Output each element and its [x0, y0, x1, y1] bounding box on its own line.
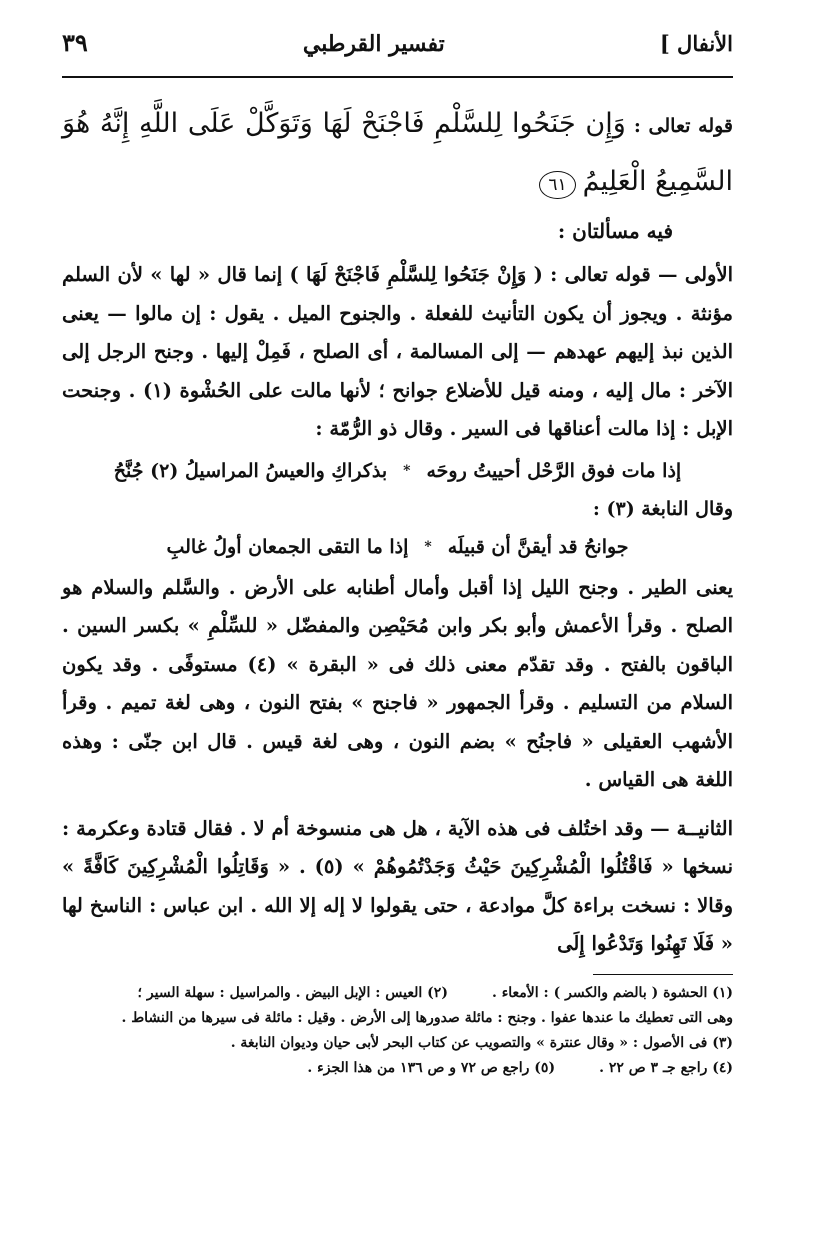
footnote-2-continued: وهى التى تعطيك ما عندها عفوا . وجنح : مائلة صدورها إلى الأرض . وقيل : مائلة فى سيرها من النشاط . [121, 1009, 733, 1026]
verse-lead: قوله تعالى : [633, 115, 734, 137]
poem-2-hemistich-2: إذا ما التقى الجمعان أولُ غالبِ [166, 535, 409, 558]
paragraph-gap [62, 800, 733, 810]
book-title: تفسير القرطبي [302, 31, 445, 57]
poem-1-separator: * [403, 462, 411, 479]
poet-attribution: وقال النابغة (٣) : [592, 497, 733, 520]
poem-1-hemistich-1: إذا مات فوق الرَّحْل أحييتُ روحَه [426, 459, 682, 482]
footnote-4: (٤) راجع جـ ٣ ص ٢٢ . [599, 1059, 733, 1076]
issues-heading: فيه مسألتان : [557, 219, 673, 243]
reading-paragraph: يعنى الطير . وجنح الليل إذا أقبل وأمال أطنابه على الأرض . والسَّلم والسلام هو الصلح . وقرأ الأعمش وأبو بكر وابن مُحَيْصِن والمفضّل « للسِّلْمِ » بكسر السين . الباقون بالفتح . وقد تقدّم معنى ذلك فى « البقرة » (٤) مستوفًى . وقد يكون السلام من التسليم . وقرأ الجمهور « فاجنح » بفتح النون ، وهى لغة تميم . وقرأ الأشهب العقيلى « فاجنُح » بضم النون ، وهى لغة قيس . قال ابن جنّى : وهذه اللغة هى القياس . [62, 575, 733, 791]
ayah-number: ٦١ [539, 171, 575, 199]
footnote-3: (٣) فى الأصول : « وقال عنترة » والتصويب عن كتاب البحر لأبى حيان وديوان النابغة . [230, 1034, 733, 1051]
second-issue-paragraph: الثانيــة — وقد اختُلف فى هذه الآية ، هل هى منسوخة أم لا . فقال قتادة وعكرمة : نسخها « فَاقْتُلُوا الْمُشْرِكِينَ حَيْثُ وَجَدْتُمُوهُمْ » (٥) . « وَقَاتِلُوا الْمُشْرِكِينَ كَافَّةً » وقالا : نسخت براءة كلَّ موادعة ، حتى يقولوا لا إله إلا الله . ابن عباس : الناسخ لها « فَلَا تَهِنُوا وَتَدْعُوا إِلَى [62, 816, 733, 955]
footnote-5: (٥) راجع ص ٧٢ و ص ١٣٦ من هذا الجزء . [307, 1059, 556, 1076]
quran-verse [62, 96, 733, 212]
poem-1-hemistich-2: بذكراكِ والعيسُ المراسيلُ (٢) جُنَّحُ [113, 459, 388, 482]
first-issue-paragraph: الأولى — قوله تعالى : ( وَإِنْ جَنَحُوا لِلسَّلْمِ فَاجْنَحْ لَهَا ) إنما قال « لها » لأن السلم مؤنثة . ويجوز أن يكون التأنيث للفعلة . والجنوح الميل . يقول : إن مالوا — يعنى الذين نبذ إليهم عهدهم — إلى المسالمة ، أى الصلح ، فَمِلْ إليها . وجنح الرجل إلى الآخر : مال إليه ، ومنه قيل للأضلاع جوانح ؛ لأنها مالت على الحُشْوة (١) . وجنحت الإبل : إذا مالت أعناقها فى السير . وقال ذو الرُّمّة : [62, 263, 734, 440]
footnote-row-1 [62, 981, 733, 1006]
footnotes [62, 981, 733, 1081]
poem-2-hemistich-1: جوانحُ قد أيقنَّ أن قبيلَه [447, 535, 629, 558]
verse-text: وَإِن جَنَحُوا لِلسَّلْمِ فَاجْنَحْ لَهَا وَتَوَكَّلْ عَلَى اللَّهِ إِنَّهُ هُوَ السَّمِيعُ الْعَلِيمُ [62, 108, 733, 197]
footnote-2: (٢) العيس : الإبل البيض . والمراسيل : سهلة السير ؛ [137, 984, 448, 1001]
chapter-name: الأنفال ] [659, 31, 733, 56]
page-number: ٣٩ [62, 28, 88, 57]
footnote-rule [593, 974, 733, 975]
running-header [62, 28, 733, 78]
poem-2-separator: * [424, 538, 432, 555]
poem-verse-2 [62, 525, 733, 569]
poem-verse-1 [62, 449, 733, 493]
footnote-row-4 [62, 1056, 733, 1081]
footnote-1: (١) الحشوة ( بالضم والكسر ) : الأمعاء . [491, 984, 733, 1001]
